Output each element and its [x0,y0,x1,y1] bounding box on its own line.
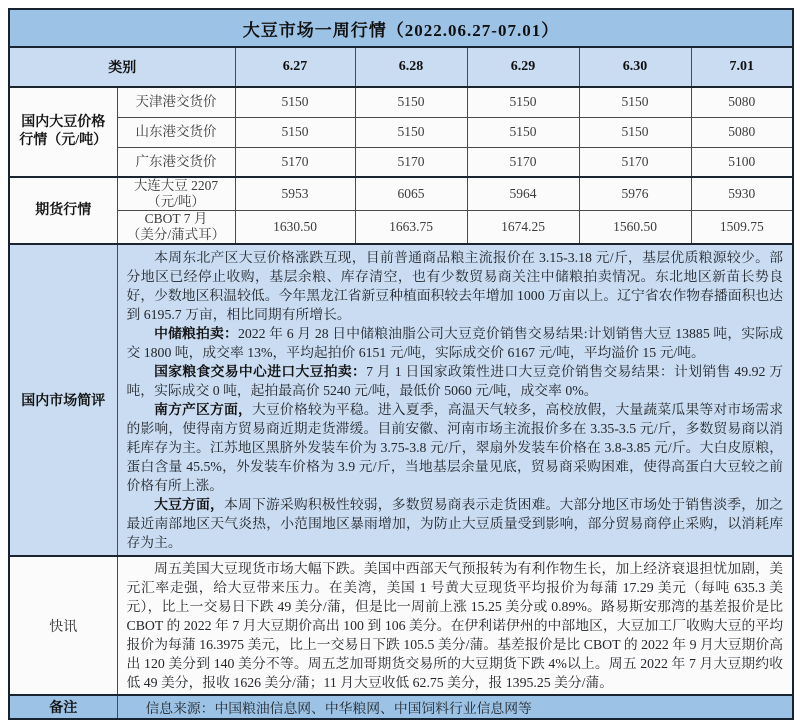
section-label-domestic-prices [9,87,117,177]
futures-label-line1: 大连大豆 2207 [133,178,219,193]
column-header-date: 7.01 [691,47,793,87]
futures-cell: 1663.75 [355,211,467,245]
futures-cell: 5930 [691,177,793,211]
price-cell: 5080 [691,117,793,147]
review-paragraph [127,400,784,495]
price-cell: 5150 [579,117,691,147]
paragraph-lead: 南方产区方面， [154,402,252,417]
futures-cell: 1509.75 [691,211,793,245]
review-paragraph [127,324,784,362]
price-cell: 5150 [355,117,467,147]
paragraph-lead: 大豆方面， [154,497,224,512]
section-label-news: 快讯 [9,556,117,695]
row-label-shandong-port: 山东港交货价 [117,117,235,147]
row-label-guangdong-port: 广东港交货价 [117,147,235,177]
column-header-category: 类别 [9,47,235,87]
price-cell: 5150 [467,117,579,147]
section-label-line1: 国内大豆价格 [21,115,106,130]
price-cell: 5150 [467,87,579,117]
row-label-dalian-soybean-2207 [117,177,235,211]
column-header-date: 6.27 [235,47,355,87]
futures-cell: 5976 [579,177,691,211]
price-cell: 5150 [235,117,355,147]
paragraph-text: 大豆价格较为平稳。进入夏季，高温天气较多，高校放假，大量蔬菜瓜果等对市场需求的影响，使得南方贸易商近期走货滞缓。目前安徽、河南市场主流报价多在 3.35-3.5 元/斤，多数贸易商以消耗库存为主。江苏地区黑脐外发装车价为 3.75-3.8 元/斤，翠扇外发装车价格在 3.8-3.85 元/斤。大白皮原粮，蛋白含量 45.5%，外发装车价格为 3.9 元/斤，当地基层余量见底，贸易商采购困难，使得高蛋白大豆较之前价格有所上涨。 [126,402,784,493]
section-label-remark: 备注 [9,695,117,719]
futures-label-line2: （元/吨） [147,194,205,209]
futures-cell: 5953 [235,177,355,211]
row-label-cbot-july [117,211,235,245]
paragraph-text: 本周下游采购积极性较弱，多数贸易商表示走货困难。大部分地区市场处于销售淡季，加之最近南部地区天气炎热，小范围地区暴雨增加，为防止大豆质量受到影响，部分贸易商停止采购，以消耗库存为主。 [126,497,784,550]
price-cell: 5100 [691,147,793,177]
page-title: 大豆市场一周行情（2022.06.27-07.01） [9,9,793,47]
paragraph-text: 本周东北产区大豆价格涨跌互现，目前普通商品粮主流报价在 3.15-3.18 元/斤，基层优质粮源较少。部分地区已经停止收购，基层余粮、库存清空，也有少数贸易商关注中储粮拍卖情况。东北地区新苗长势良好，少数地区积温较低。今年黑龙江省新豆种植面积较去年增加 1000 万亩以上。辽宁省农作物春播面积也达到 6195.7 万亩，相比同期有所增长。 [126,250,784,322]
column-header-date: 6.29 [467,47,579,87]
futures-cell: 1560.50 [579,211,691,245]
paragraph-lead: 中储粮拍卖： [154,326,238,341]
paragraph-text: 2022 年 6 月 28 日中储粮油脂公司大豆竞价销售交易结果:计划销售大豆 13885 吨，实际成交 1800 吨，成交率 13%，平均起拍价 6151 元/吨，实际成交价 6167 元/吨，平均溢价 15 元/吨。 [126,326,784,360]
review-paragraph [127,362,784,400]
futures-cell: 6065 [355,177,467,211]
futures-cell: 1630.50 [235,211,355,245]
section-label-market-review: 国内市场简评 [9,244,117,556]
column-header-date: 6.28 [355,47,467,87]
futures-cell: 1674.25 [467,211,579,245]
price-cell: 5170 [235,147,355,177]
market-review-text [117,244,793,556]
price-cell: 5150 [235,87,355,117]
price-cell: 5170 [355,147,467,177]
price-cell: 5080 [691,87,793,117]
review-paragraph [127,248,784,324]
column-header-date: 6.30 [579,47,691,87]
price-cell: 5170 [579,147,691,177]
section-label-line2: 行情（元/吨） [19,133,108,148]
news-paragraph: 周五美国大豆现货市场大幅下跌。美国中西部天气预报转为有利作物生长，加上经济衰退担忧加剧，美元汇率走强，给大豆带来压力。在美湾，美国 1 号黄大豆现货平均报价为每蒲 17.29 美元（每吨 635.3 美元），比上一交易日下跌 49 美分/蒲，但是比一周前上涨 15.25 美分或 0.89%。路易斯安那湾的基差报价是比 CBOT 的 2022 年 7 月大豆期价高出 100 到 106 美分。在伊利诺伊州的中部地区，大豆加工厂收购大豆的平均报价为每蒲 16.3975 美元，比上一交易日下跌 105.5 美分/蒲。基差报价是比 CBOT 的 2022 年 9 月大豆期价高出 120 美分到 140 美分不等。周五芝加哥期货交易所的大豆期货下跌 4%以上。周五 2022 年 7 月大豆期约收低 49 美分，报收 1626 美分/蒲；11 月大豆收低 62.75 美分，报 1395.25 美分/蒲。 [126,561,784,690]
section-label-futures: 期货行情 [9,177,117,244]
price-cell: 5170 [467,147,579,177]
review-paragraph [127,495,784,552]
row-label-tianjin-port: 天津港交货价 [117,87,235,117]
futures-cell: 5964 [467,177,579,211]
futures-label-line2: （美分/蒲式耳） [126,227,226,242]
news-text [117,556,793,695]
paragraph-text: 7 月 1 日国家政策性进口大豆竞价销售交易结果：计划销售 49.92 万吨，实际成交 0 吨，起拍最高价 5240 元/吨，最低价 5060 元/吨，成交率 0%。 [126,364,784,398]
price-cell: 5150 [579,87,691,117]
futures-label-line1: CBOT 7 月 [144,211,208,226]
remark-text: 信息来源：中国粮油信息网、中华粮网、中国饲料行业信息网等 [117,695,793,719]
paragraph-lead: 国家粮食交易中心进口大豆拍卖： [154,364,367,379]
soybean-weekly-table [8,8,794,720]
price-cell: 5150 [355,87,467,117]
